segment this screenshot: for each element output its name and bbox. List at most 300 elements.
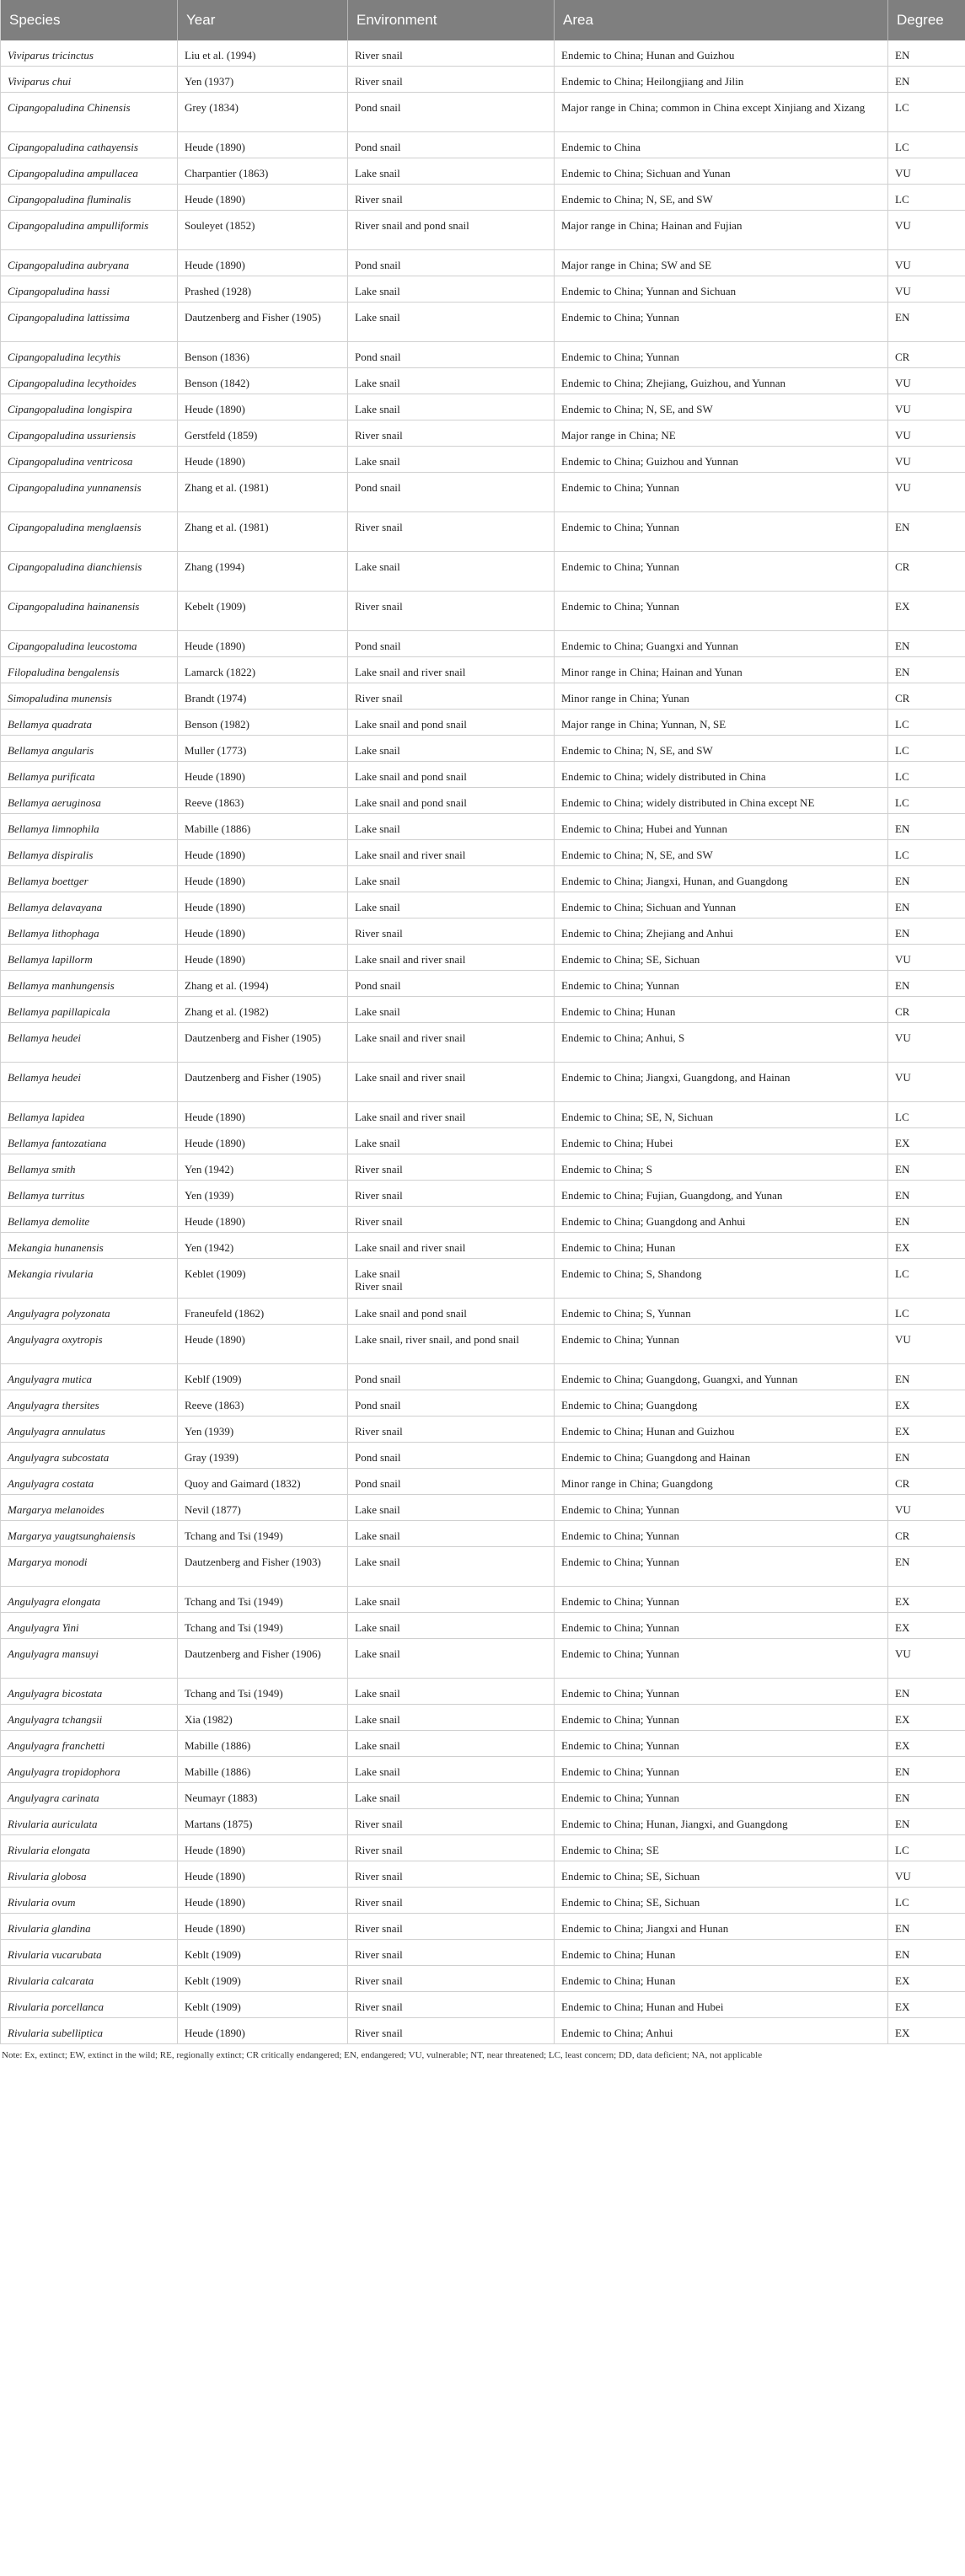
cell-species: Bellamya smith bbox=[1, 1154, 178, 1181]
cell-year: Heude (1890) bbox=[178, 762, 348, 788]
cell-year: Heude (1890) bbox=[178, 447, 348, 473]
cell-species: Bellamya lapidea bbox=[1, 1102, 178, 1128]
cell-degree: CR bbox=[888, 1469, 965, 1495]
cell-species: Angulyagra mansuyi bbox=[1, 1639, 178, 1679]
table-row bbox=[1, 1521, 965, 1547]
table-row bbox=[1, 1613, 965, 1639]
cell-species: Cipangopaludina menglaensis bbox=[1, 512, 178, 552]
cell-year: Souleyet (1852) bbox=[178, 211, 348, 250]
cell-environment: River snail bbox=[348, 1966, 555, 1992]
table-row bbox=[1, 1914, 965, 1940]
table-row bbox=[1, 657, 965, 683]
cell-degree: EX bbox=[888, 1587, 965, 1613]
cell-degree: EX bbox=[888, 1705, 965, 1731]
cell-environment: Lake snail bbox=[348, 1128, 555, 1154]
cell-year: Heude (1890) bbox=[178, 1102, 348, 1128]
table-row bbox=[1, 997, 965, 1023]
cell-environment: River snail bbox=[348, 1861, 555, 1888]
cell-area: Endemic to China; Guangdong, Guangxi, and Yunnan bbox=[555, 1364, 888, 1390]
cell-degree: EN bbox=[888, 1207, 965, 1233]
cell-degree: VU bbox=[888, 276, 965, 303]
cell-species: Bellamya dispiralis bbox=[1, 840, 178, 866]
cell-area: Endemic to China; Yunnan bbox=[555, 303, 888, 342]
cell-species: Bellamya aeruginosa bbox=[1, 788, 178, 814]
table-row bbox=[1, 512, 965, 552]
cell-year: Muller (1773) bbox=[178, 736, 348, 762]
cell-year: Yen (1937) bbox=[178, 67, 348, 93]
cell-degree: VU bbox=[888, 473, 965, 512]
cell-degree: LC bbox=[888, 185, 965, 211]
cell-area: Major range in China; common in China except Xinjiang and Xizang bbox=[555, 93, 888, 132]
cell-degree: LC bbox=[888, 132, 965, 158]
cell-environment: Lake snail bbox=[348, 892, 555, 918]
table-row bbox=[1, 1390, 965, 1417]
cell-species: Cipangopaludina dianchiensis bbox=[1, 552, 178, 592]
table-row bbox=[1, 1705, 965, 1731]
cell-species: Angulyagra tchangsii bbox=[1, 1705, 178, 1731]
cell-year: Heude (1890) bbox=[178, 2018, 348, 2044]
cell-species: Cipangopaludina ussuriensis bbox=[1, 420, 178, 447]
cell-area: Endemic to China; widely distributed in China bbox=[555, 762, 888, 788]
cell-species: Viviparus tricinctus bbox=[1, 40, 178, 67]
cell-species: Bellamya purificata bbox=[1, 762, 178, 788]
table-row bbox=[1, 211, 965, 250]
cell-environment: Lake snail bbox=[348, 866, 555, 892]
cell-degree: EX bbox=[888, 1613, 965, 1639]
table-row bbox=[1, 683, 965, 710]
cell-area: Endemic to China; Yunnan bbox=[555, 1757, 888, 1783]
table-row bbox=[1, 814, 965, 840]
cell-degree: LC bbox=[888, 1102, 965, 1128]
table-row bbox=[1, 945, 965, 971]
cell-degree: VU bbox=[888, 250, 965, 276]
cell-year: Dautzenberg and Fisher (1905) bbox=[178, 303, 348, 342]
cell-species: Margarya yaugtsunghaiensis bbox=[1, 1521, 178, 1547]
cell-year: Reeve (1863) bbox=[178, 788, 348, 814]
cell-year: Tchang and Tsi (1949) bbox=[178, 1613, 348, 1639]
cell-species: Mekangia rivularia bbox=[1, 1259, 178, 1299]
cell-degree: LC bbox=[888, 1259, 965, 1299]
table-row bbox=[1, 342, 965, 368]
cell-environment: Pond snail bbox=[348, 132, 555, 158]
cell-degree: CR bbox=[888, 552, 965, 592]
cell-species: Cipangopaludina longispira bbox=[1, 394, 178, 420]
table-row bbox=[1, 631, 965, 657]
cell-area: Endemic to China; S bbox=[555, 1154, 888, 1181]
cell-environment: Lake snail bbox=[348, 447, 555, 473]
cell-environment: River snail bbox=[348, 1992, 555, 2018]
cell-species: Angulyagra annulatus bbox=[1, 1417, 178, 1443]
cell-environment: River snail bbox=[348, 512, 555, 552]
cell-area: Endemic to China; Hunan bbox=[555, 997, 888, 1023]
cell-environment: Pond snail bbox=[348, 1469, 555, 1495]
cell-year: Heude (1890) bbox=[178, 840, 348, 866]
cell-degree: EX bbox=[888, 2018, 965, 2044]
header-area: Area bbox=[555, 0, 888, 40]
cell-year: Heude (1890) bbox=[178, 1888, 348, 1914]
cell-area: Endemic to China; Yunnan bbox=[555, 1613, 888, 1639]
cell-species: Cipangopaludina yunnanensis bbox=[1, 473, 178, 512]
cell-species: Cipangopaludina hassi bbox=[1, 276, 178, 303]
cell-area: Endemic to China; Guizhou and Yunnan bbox=[555, 447, 888, 473]
cell-environment: Lake snail bbox=[348, 1705, 555, 1731]
cell-environment: Lake snail bbox=[348, 814, 555, 840]
cell-year: Dautzenberg and Fisher (1906) bbox=[178, 1639, 348, 1679]
cell-species: Angulyagra mutica bbox=[1, 1364, 178, 1390]
table-row bbox=[1, 1417, 965, 1443]
cell-environment: River snail bbox=[348, 1207, 555, 1233]
cell-degree: LC bbox=[888, 93, 965, 132]
cell-area: Endemic to China; Guangdong and Hainan bbox=[555, 1443, 888, 1469]
header-species: Species bbox=[1, 0, 178, 40]
cell-area: Endemic to China; Yunnan bbox=[555, 342, 888, 368]
cell-year: Nevil (1877) bbox=[178, 1495, 348, 1521]
cell-year: Mabille (1886) bbox=[178, 814, 348, 840]
cell-environment: Lake snail bbox=[348, 394, 555, 420]
cell-year: Gray (1939) bbox=[178, 1443, 348, 1469]
cell-species: Angulyagra bicostata bbox=[1, 1679, 178, 1705]
cell-area: Endemic to China; SE, N, Sichuan bbox=[555, 1102, 888, 1128]
table-row bbox=[1, 1940, 965, 1966]
cell-year: Franeufeld (1862) bbox=[178, 1299, 348, 1325]
cell-degree: LC bbox=[888, 1835, 965, 1861]
cell-year: Heude (1890) bbox=[178, 394, 348, 420]
cell-species: Cipangopaludina fluminalis bbox=[1, 185, 178, 211]
table-row bbox=[1, 473, 965, 512]
cell-environment: River snail bbox=[348, 1417, 555, 1443]
table-row bbox=[1, 40, 965, 67]
cell-year: Xia (1982) bbox=[178, 1705, 348, 1731]
table-row bbox=[1, 1325, 965, 1364]
cell-year: Tchang and Tsi (1949) bbox=[178, 1587, 348, 1613]
cell-degree: EN bbox=[888, 1757, 965, 1783]
cell-area: Endemic to China; N, SE, and SW bbox=[555, 394, 888, 420]
cell-environment: Lake snail bbox=[348, 303, 555, 342]
cell-area: Endemic to China; Hunan, Jiangxi, and Guangdong bbox=[555, 1809, 888, 1835]
table-row bbox=[1, 158, 965, 185]
cell-area: Major range in China; Hainan and Fujian bbox=[555, 211, 888, 250]
cell-environment: River snail bbox=[348, 2018, 555, 2044]
table-row bbox=[1, 1102, 965, 1128]
cell-degree: EX bbox=[888, 1966, 965, 1992]
cell-year: Dautzenberg and Fisher (1903) bbox=[178, 1547, 348, 1587]
cell-environment: Lake snail bbox=[348, 1731, 555, 1757]
cell-year: Quoy and Gaimard (1832) bbox=[178, 1469, 348, 1495]
cell-degree: EX bbox=[888, 1390, 965, 1417]
cell-area: Endemic to China; N, SE, and SW bbox=[555, 736, 888, 762]
cell-area: Endemic to China; Guangdong and Anhui bbox=[555, 1207, 888, 1233]
cell-environment: Pond snail bbox=[348, 971, 555, 997]
cell-species: Rivularia porcellanca bbox=[1, 1992, 178, 2018]
cell-year: Mabille (1886) bbox=[178, 1731, 348, 1757]
cell-year: Heude (1890) bbox=[178, 892, 348, 918]
cell-degree: CR bbox=[888, 997, 965, 1023]
cell-year: Prashed (1928) bbox=[178, 276, 348, 303]
cell-species: Bellamya lapillorm bbox=[1, 945, 178, 971]
cell-area: Endemic to China; Yunnan bbox=[555, 1705, 888, 1731]
cell-degree: VU bbox=[888, 1063, 965, 1102]
cell-area: Endemic to China; Yunnan bbox=[555, 971, 888, 997]
table-row bbox=[1, 1154, 965, 1181]
cell-degree: VU bbox=[888, 420, 965, 447]
table-row bbox=[1, 2018, 965, 2044]
cell-year: Neumayr (1883) bbox=[178, 1783, 348, 1809]
table-row bbox=[1, 368, 965, 394]
cell-area: Endemic to China; Hunan bbox=[555, 1233, 888, 1259]
cell-species: Bellamya limnophila bbox=[1, 814, 178, 840]
cell-degree: VU bbox=[888, 1495, 965, 1521]
cell-environment: Pond snail bbox=[348, 631, 555, 657]
cell-degree: VU bbox=[888, 211, 965, 250]
table-row bbox=[1, 892, 965, 918]
cell-species: Bellamya angularis bbox=[1, 736, 178, 762]
table-row bbox=[1, 788, 965, 814]
cell-environment: Lake snail and river snail bbox=[348, 1023, 555, 1063]
cell-degree: VU bbox=[888, 1639, 965, 1679]
cell-area: Endemic to China; Fujian, Guangdong, and Yunan bbox=[555, 1181, 888, 1207]
cell-year: Gerstfeld (1859) bbox=[178, 420, 348, 447]
cell-species: Cipangopaludina ampullacea bbox=[1, 158, 178, 185]
cell-area: Endemic to China; Hunan and Guizhou bbox=[555, 1417, 888, 1443]
cell-year: Heude (1890) bbox=[178, 1128, 348, 1154]
cell-degree: EN bbox=[888, 512, 965, 552]
table-row bbox=[1, 866, 965, 892]
cell-year: Keblet (1909) bbox=[178, 1259, 348, 1299]
cell-year: Brandt (1974) bbox=[178, 683, 348, 710]
cell-species: Angulyagra polyzonata bbox=[1, 1299, 178, 1325]
cell-environment: River snail bbox=[348, 1181, 555, 1207]
cell-species: Cipangopaludina aubryana bbox=[1, 250, 178, 276]
cell-degree: EN bbox=[888, 1547, 965, 1587]
cell-species: Cipangopaludina hainanensis bbox=[1, 592, 178, 631]
cell-year: Heude (1890) bbox=[178, 1861, 348, 1888]
cell-environment: Pond snail bbox=[348, 93, 555, 132]
cell-species: Angulyagra elongata bbox=[1, 1587, 178, 1613]
cell-area: Endemic to China; Yunnan bbox=[555, 1587, 888, 1613]
cell-area: Endemic to China; Yunnan bbox=[555, 1639, 888, 1679]
cell-species: Angulyagra Yini bbox=[1, 1613, 178, 1639]
cell-area: Major range in China; NE bbox=[555, 420, 888, 447]
cell-year: Heude (1890) bbox=[178, 945, 348, 971]
cell-degree: EN bbox=[888, 1809, 965, 1835]
cell-year: Zhang et al. (1981) bbox=[178, 473, 348, 512]
cell-environment: Lake snail and pond snail bbox=[348, 710, 555, 736]
table-body bbox=[1, 40, 965, 2044]
cell-environment: Pond snail bbox=[348, 1443, 555, 1469]
cell-year: Yen (1942) bbox=[178, 1154, 348, 1181]
table-row bbox=[1, 971, 965, 997]
cell-year: Benson (1982) bbox=[178, 710, 348, 736]
cell-species: Viviparus chui bbox=[1, 67, 178, 93]
table-row bbox=[1, 1547, 965, 1587]
cell-year: Heude (1890) bbox=[178, 866, 348, 892]
cell-species: Rivularia calcarata bbox=[1, 1966, 178, 1992]
cell-degree: LC bbox=[888, 762, 965, 788]
cell-year: Reeve (1863) bbox=[178, 1390, 348, 1417]
cell-species: Bellamya papillapicala bbox=[1, 997, 178, 1023]
cell-area: Endemic to China; Hunan and Hubei bbox=[555, 1992, 888, 2018]
cell-degree: EN bbox=[888, 657, 965, 683]
cell-species: Cipangopaludina lecythis bbox=[1, 342, 178, 368]
cell-area: Endemic to China; Yunnan bbox=[555, 592, 888, 631]
cell-degree: EN bbox=[888, 1940, 965, 1966]
cell-degree: CR bbox=[888, 1521, 965, 1547]
cell-degree: EX bbox=[888, 1992, 965, 2018]
table-footnote: Note: Ex, extinct; EW, extinct in the wild; RE, regionally extinct; CR critically endangered; EN, endangered; VU, vulnerable; NT, near threatened; LC, least concern; DD, data deficient; NA, not applicable bbox=[2, 2050, 763, 2060]
cell-year: Heude (1890) bbox=[178, 132, 348, 158]
cell-species: Angulyagra subcostata bbox=[1, 1443, 178, 1469]
cell-species: Margarya melanoides bbox=[1, 1495, 178, 1521]
cell-degree: EN bbox=[888, 40, 965, 67]
table-row bbox=[1, 1639, 965, 1679]
cell-degree: EX bbox=[888, 1731, 965, 1757]
table-row bbox=[1, 1966, 965, 1992]
cell-environment: Lake snail bbox=[348, 276, 555, 303]
cell-year: Benson (1842) bbox=[178, 368, 348, 394]
cell-degree: VU bbox=[888, 1023, 965, 1063]
cell-environment: Lake snail and river snail bbox=[348, 657, 555, 683]
cell-year: Zhang (1994) bbox=[178, 552, 348, 592]
cell-area: Endemic to China; Anhui bbox=[555, 2018, 888, 2044]
table-row bbox=[1, 736, 965, 762]
table-row bbox=[1, 1783, 965, 1809]
cell-area: Endemic to China; Yunnan bbox=[555, 1495, 888, 1521]
cell-area: Endemic to China; S, Shandong bbox=[555, 1259, 888, 1299]
cell-area: Endemic to China; Yunnan bbox=[555, 1547, 888, 1587]
cell-year: Heude (1890) bbox=[178, 918, 348, 945]
table-row bbox=[1, 1259, 965, 1299]
cell-environment: Lake snail bbox=[348, 1495, 555, 1521]
cell-environment: Pond snail bbox=[348, 342, 555, 368]
cell-species: Bellamya turritus bbox=[1, 1181, 178, 1207]
cell-area: Endemic to China; SE, Sichuan bbox=[555, 945, 888, 971]
cell-environment: Lake snail bbox=[348, 997, 555, 1023]
cell-species: Bellamya quadrata bbox=[1, 710, 178, 736]
cell-species: Bellamya heudei bbox=[1, 1063, 178, 1102]
table-row bbox=[1, 1809, 965, 1835]
cell-species: Margarya monodi bbox=[1, 1547, 178, 1587]
cell-area: Endemic to China; Zhejiang, Guizhou, and Yunnan bbox=[555, 368, 888, 394]
cell-degree: VU bbox=[888, 945, 965, 971]
cell-area: Endemic to China; Jiangxi, Guangdong, and Hainan bbox=[555, 1063, 888, 1102]
cell-year: Keblf (1909) bbox=[178, 1364, 348, 1390]
cell-year: Benson (1836) bbox=[178, 342, 348, 368]
cell-environment: River snail bbox=[348, 1154, 555, 1181]
cell-degree: EN bbox=[888, 67, 965, 93]
cell-environment: River snail bbox=[348, 1914, 555, 1940]
cell-species: Rivularia elongata bbox=[1, 1835, 178, 1861]
header-degree: Degree bbox=[888, 0, 965, 40]
cell-area: Endemic to China; Heilongjiang and Jilin bbox=[555, 67, 888, 93]
table-row bbox=[1, 93, 965, 132]
cell-year: Yen (1939) bbox=[178, 1417, 348, 1443]
cell-environment: River snail bbox=[348, 40, 555, 67]
cell-environment: Lake snail bbox=[348, 1679, 555, 1705]
table-row bbox=[1, 67, 965, 93]
table-row bbox=[1, 1731, 965, 1757]
cell-year: Yen (1939) bbox=[178, 1181, 348, 1207]
table-row bbox=[1, 1469, 965, 1495]
cell-degree: EN bbox=[888, 303, 965, 342]
cell-species: Bellamya fantozatiana bbox=[1, 1128, 178, 1154]
cell-degree: EN bbox=[888, 631, 965, 657]
table-row bbox=[1, 1299, 965, 1325]
cell-area: Endemic to China; Yunnan bbox=[555, 1731, 888, 1757]
table-row bbox=[1, 710, 965, 736]
table-row bbox=[1, 1023, 965, 1063]
cell-species: Bellamya lithophaga bbox=[1, 918, 178, 945]
cell-environment: River snail bbox=[348, 918, 555, 945]
cell-species: Rivularia ovum bbox=[1, 1888, 178, 1914]
cell-species: Angulyagra costata bbox=[1, 1469, 178, 1495]
cell-environment: River snail bbox=[348, 1835, 555, 1861]
cell-environment: Pond snail bbox=[348, 250, 555, 276]
cell-year: Zhang et al. (1994) bbox=[178, 971, 348, 997]
cell-year: Charpantier (1863) bbox=[178, 158, 348, 185]
table-row bbox=[1, 918, 965, 945]
cell-area: Minor range in China; Guangdong bbox=[555, 1469, 888, 1495]
cell-year: Heude (1890) bbox=[178, 1325, 348, 1364]
cell-degree: EN bbox=[888, 892, 965, 918]
cell-degree: EN bbox=[888, 918, 965, 945]
cell-area: Endemic to China; Jiangxi, Hunan, and Guangdong bbox=[555, 866, 888, 892]
cell-environment: River snail and pond snail bbox=[348, 211, 555, 250]
table-row bbox=[1, 132, 965, 158]
cell-species: Angulyagra tropidophora bbox=[1, 1757, 178, 1783]
cell-degree: LC bbox=[888, 840, 965, 866]
table-row bbox=[1, 1207, 965, 1233]
cell-area: Endemic to China; Sichuan and Yunan bbox=[555, 158, 888, 185]
cell-area: Endemic to China; Yunnan bbox=[555, 512, 888, 552]
cell-degree: LC bbox=[888, 736, 965, 762]
cell-degree: EN bbox=[888, 1679, 965, 1705]
cell-degree: VU bbox=[888, 368, 965, 394]
table-row bbox=[1, 1587, 965, 1613]
cell-species: Cipangopaludina lecythoides bbox=[1, 368, 178, 394]
cell-degree: EX bbox=[888, 1233, 965, 1259]
cell-environment: River snail bbox=[348, 420, 555, 447]
cell-environment: Lake snail River snail bbox=[348, 1259, 555, 1299]
cell-year: Tchang and Tsi (1949) bbox=[178, 1521, 348, 1547]
cell-environment: River snail bbox=[348, 592, 555, 631]
cell-degree: CR bbox=[888, 683, 965, 710]
cell-species: Cipangopaludina ventricosa bbox=[1, 447, 178, 473]
cell-area: Endemic to China; SE bbox=[555, 1835, 888, 1861]
cell-area: Endemic to China; Guangdong bbox=[555, 1390, 888, 1417]
table-row bbox=[1, 1861, 965, 1888]
cell-environment: Lake snail bbox=[348, 158, 555, 185]
cell-area: Major range in China; Yunnan, N, SE bbox=[555, 710, 888, 736]
cell-degree: EN bbox=[888, 1443, 965, 1469]
cell-area: Endemic to China; SE, Sichuan bbox=[555, 1861, 888, 1888]
cell-species: Rivularia globosa bbox=[1, 1861, 178, 1888]
table-row bbox=[1, 394, 965, 420]
cell-area: Endemic to China; N, SE, and SW bbox=[555, 185, 888, 211]
cell-species: Cipangopaludina cathayensis bbox=[1, 132, 178, 158]
cell-area: Endemic to China; Guangxi and Yunnan bbox=[555, 631, 888, 657]
cell-area: Endemic to China bbox=[555, 132, 888, 158]
cell-environment: Lake snail bbox=[348, 1587, 555, 1613]
table-row bbox=[1, 1063, 965, 1102]
cell-degree: LC bbox=[888, 710, 965, 736]
cell-degree: EN bbox=[888, 866, 965, 892]
cell-environment: Lake snail bbox=[348, 552, 555, 592]
cell-environment: Lake snail and pond snail bbox=[348, 788, 555, 814]
cell-degree: EN bbox=[888, 1154, 965, 1181]
cell-area: Endemic to China; Sichuan and Yunnan bbox=[555, 892, 888, 918]
cell-year: Keblt (1909) bbox=[178, 1966, 348, 1992]
table-row bbox=[1, 592, 965, 631]
